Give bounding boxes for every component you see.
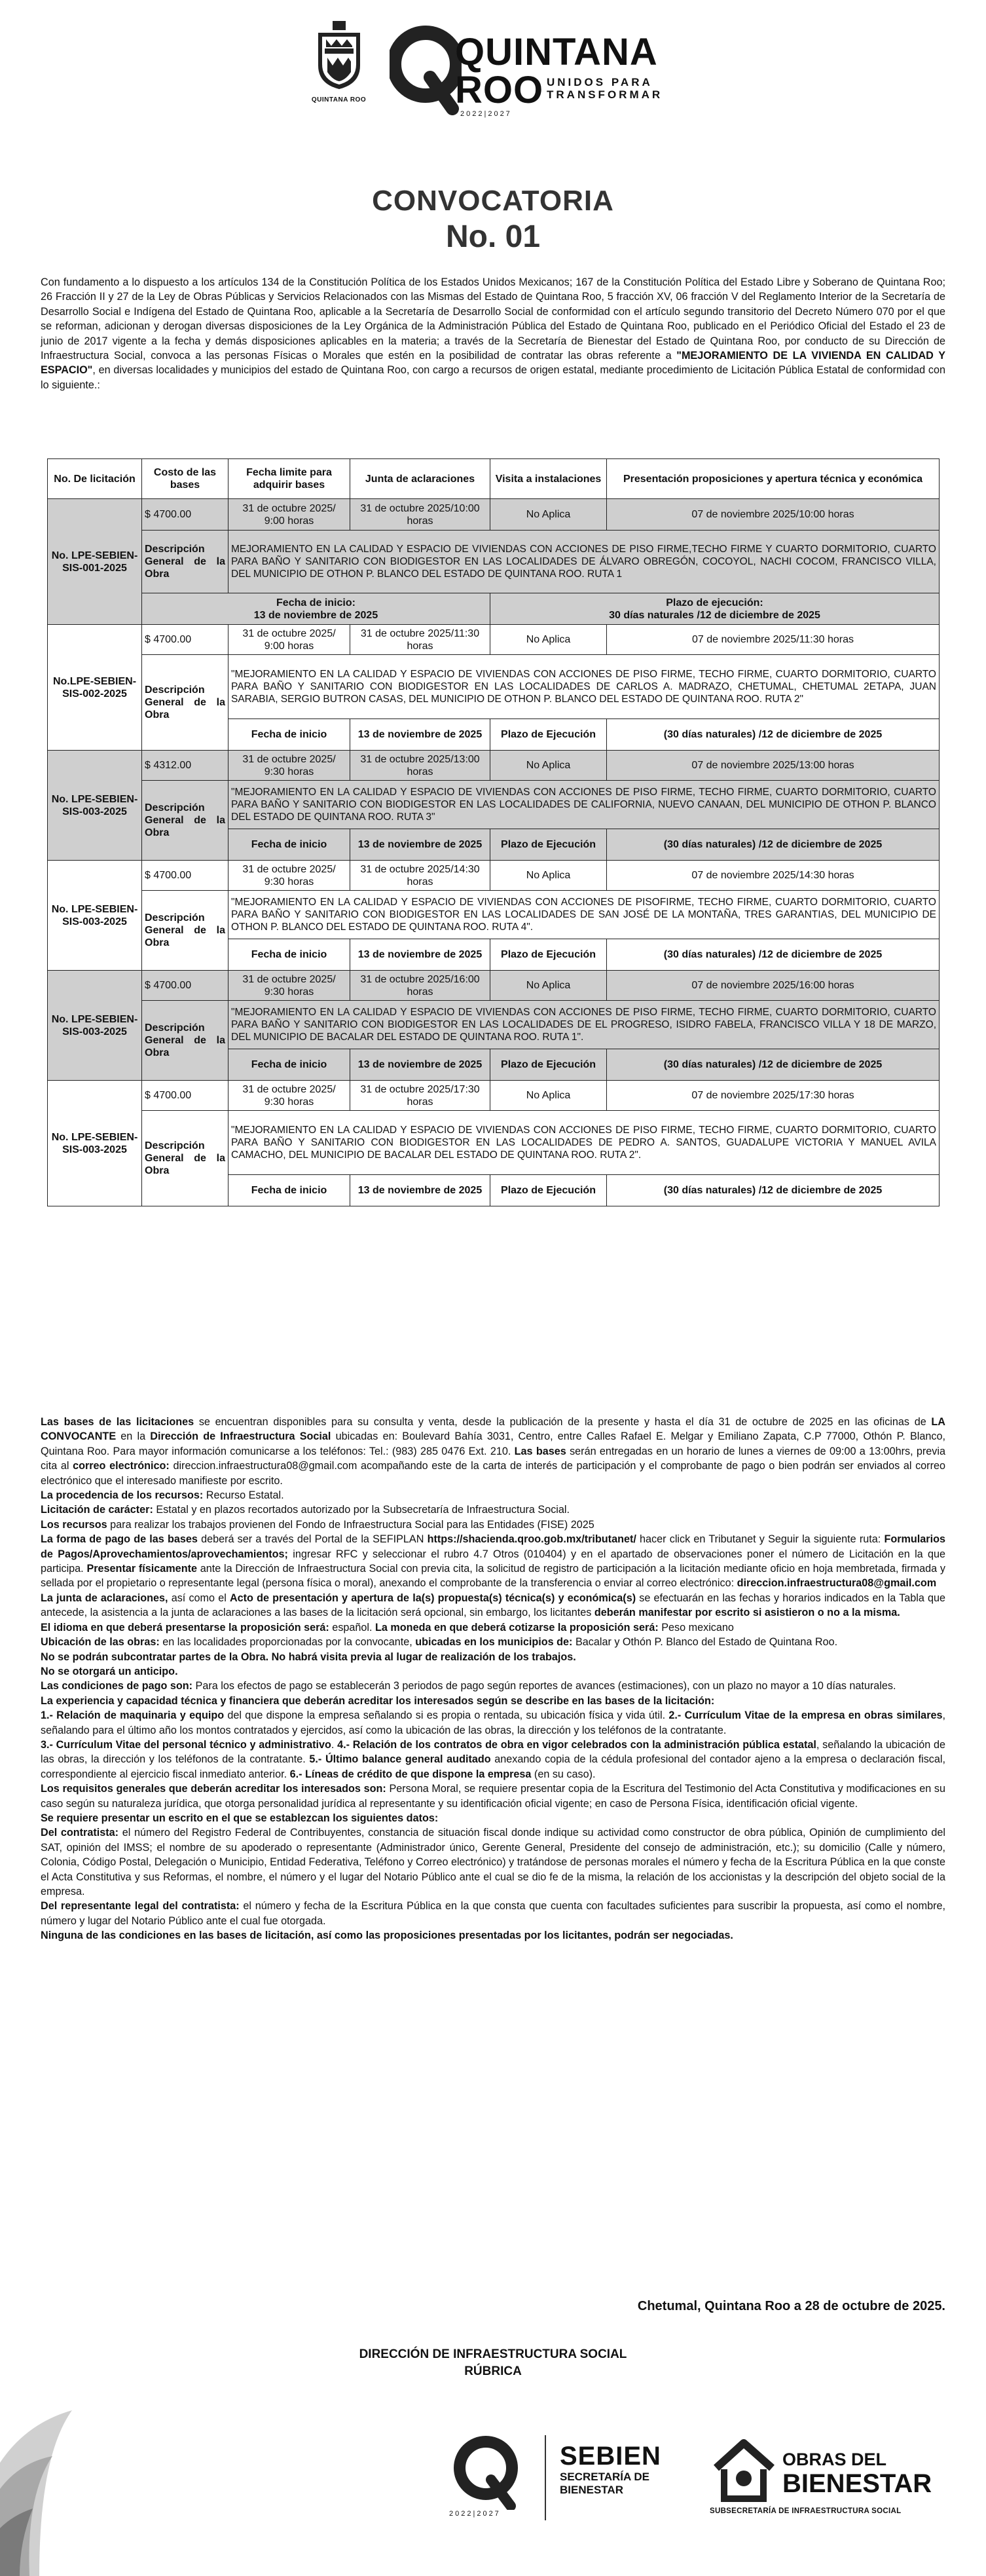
descripcion-label: Descripción General de la Obra	[142, 531, 228, 593]
th-costo: Costo de las bases	[142, 459, 228, 499]
apertura-cell: 07 de noviembre 2025/11:30 horas	[607, 625, 940, 655]
inicio-date: 13 de noviembre de 2025	[350, 829, 490, 861]
page-subtitle: No. 01	[445, 219, 541, 254]
signature-rubrica: RÚBRICA	[464, 2364, 522, 2378]
brand-tagline: UNIDOS PARA TRANSFORMAR	[547, 76, 663, 101]
plazo-date: (30 días naturales) /12 de diciembre de 2025	[607, 1175, 940, 1206]
table-row	[48, 971, 940, 1001]
plazo-label: Plazo de Ejecución	[490, 829, 607, 861]
signature-office: DIRECCIÓN DE INFRAESTRUCTURA SOCIAL	[359, 2347, 627, 2361]
idioma-paragraph: El idioma en que deberá presentarse la proposición será: español. La moneda en que deberá cotizarse la proposición será: Peso mexicano	[41, 1621, 734, 1633]
inicio-cell: Fecha de inicio: 13 de noviembre de 2025	[142, 593, 490, 625]
descripcion-text: "MEJORAMIENTO EN LA CALIDAD Y ESPACIO DE VIVIENDAS CON ACCIONES DE PISO FIRME, TECHO FIRME, CUARTO DORMITORIO, CUARTO PARA BAÑO Y SANITARIO CON BIODIGESTOR EN LAS LOCALIDADES DE PEDRO A. SANTOS, GUADALUPE VICTORIA Y MANUEL AVILA CAMACHO, DEL MUNICIPIO DE BACALAR DEL ESTADO DE QUINTANA ROO. RUTA 2".	[228, 1111, 940, 1175]
descripcion-label: Descripción General de la Obra	[142, 1111, 228, 1206]
tributanet-link[interactable]: https://shacienda.qroo.gob.mx/tributanet/	[427, 1533, 636, 1546]
plazo-label: Plazo de Ejecución	[490, 719, 607, 751]
contratista-paragraph: Del contratista: el número del Registro Federal de Contribuyentes, constancia de situación fiscal donde indique su actividad como constructor de obra pública, Opinión de cumplimiento del SAT, opinión del IMSS; el nombre de su apoderado o representante (Administrador único, Gerente General, Presidente del consejo de administración, etc.); su domicilio (Calle y número, Colonia, Código Postal, Delegación o Municipio, Entidad Federativa, Teléfono y Correo electrónico) y tratándose de personas morales el número y fecha de la Escritura Pública en la que conste el Acta Constitutiva y sus Reformas, el nombre, el número y el lugar del Notario Público ante el cual se dio fe de la misma, la relación de los accionistas y la descripción del objeto social de la empresa.	[41, 1827, 945, 1897]
descripcion-label: Descripción General de la Obra	[142, 891, 228, 971]
plazo-label: Plazo de Ejecución	[490, 1175, 607, 1206]
fecha-limite-cell: 31 de octubre 2025/ 9:30 horas	[228, 751, 350, 781]
experiencia-items-2: 3.- Currículum Vitae del personal técnico y administrativo. 4.- Relación de los contratos de obra en vigor celebrados con la administración pública estatal, señalando la ubicación de las obras, la dirección y los teléfonos de la contratante. 5.- Último balance general auditado anexando copia de la cédula profesional del contador ajeno a la empresa o declaración fiscal, correspondiente al ejercicio fiscal inmediato anterior. 6.- Líneas de crédito de que dispone la empresa (en su caso).	[41, 1738, 946, 1780]
table-row	[48, 1111, 940, 1175]
costo-cell: $ 4700.00	[142, 1081, 228, 1111]
ubicacion-paragraph: Ubicación de las obras: en las localidades proporcionadas por la convocante, ubicadas en los municipios de: Bacalar y Othón P. Blanco del Estado de Quintana Roo.	[41, 1636, 838, 1649]
junta-cell: 31 de octubre 2025/16:00 horas	[350, 971, 490, 1001]
descripcion-label: Descripción General de la Obra	[142, 781, 228, 861]
inicio-date: 13 de noviembre de 2025	[350, 719, 490, 751]
visita-cell: No Aplica	[490, 751, 607, 781]
th-visita: Visita a instalaciones	[490, 459, 607, 499]
fondo-paragraph: Los recursos para realizar los trabajos provienen del Fondo de Infraestructura Social para las Entidades (FISE) 2025	[41, 1518, 594, 1531]
table-row	[48, 751, 940, 781]
costo-cell: $ 4700.00	[142, 971, 228, 1001]
subcontrato-paragraph: No se podrán subcontratar partes de la Obra. No habrá visita previa al lugar de realización de los trabajos.	[41, 1651, 576, 1663]
descripcion-text: MEJORAMIENTO EN LA CALIDAD Y ESPACIO DE VIVIENDAS CON ACCIONES DE PISO FIRME,TECHO FIRME Y CUARTO DORMITORIO, CUARTO PARA BAÑO Y SANITARIO CON BIODIGESTOR EN LAS LOCALIDADES DE ÁLVARO OBREGÓN, COCOYOL, NACHI COCOM, FRANCISCO VILLA, DEL MUNICIPIO DE OTHON P. BLANCO DEL ESTADO DE QUINTANA ROO. RUTA 1	[228, 531, 940, 593]
quintana-roo-brand-logo	[390, 20, 691, 118]
brand-years: 2022|2027	[460, 110, 512, 118]
licitacion-number: No. LPE-SEBIEN-SIS-003-2025	[48, 1081, 142, 1206]
descripcion-text: "MEJORAMIENTO EN LA CALIDAD Y ESPACIO DE VIVIENDAS CON ACCIONES DE PISO FIRME, TECHO FIRME, CUARTO DORMITORIO, CUARTO PARA BAÑO Y SANITARIO CON BIODIGESTOR EN LAS LOCALIDADES DE EL PROGRESO, ISIDRO FABELA, FRANCISCO VILLA Y 18 DE MARZO, DEL MUNICIPIO DE BACALAR DEL ESTADO DE QUINTANA ROO. RUTA 1".	[228, 1001, 940, 1049]
table-row	[48, 625, 940, 655]
table-header-row	[48, 459, 940, 499]
negociacion-paragraph: Ninguna de las condiciones en las bases de licitación, así como las proposiciones presentadas por los licitantes, podrán ser negociadas.	[41, 1930, 733, 1942]
bases-paragraph: Las bases de las licitaciones se encuentran disponibles para su consulta y venta, desde la publicación de la presente y hasta el día 31 de octubre de 2025 en las oficinas de LA CONVOCANTE en la Dirección de Infraestructura Social ubicadas en: Boulevard Bahía 3031, Centro, entre Calles Rafael E. Melgar y Emiliano Zapata, C.P 77000, Othón P. Blanco, Quintana Roo. Para mayor información comunicarse a los teléfonos: Tel.: (983) 285 0476 Ext. 210. Las bases serán entregadas en un horario de lunes a viernes de 09:00 a 13:00hrs, previa cita al correo electrónico: direccion.infraestructura08@gmail.com acompañando este de la carta de interés de participación y el comprobante de pago o bien podrán ser enviados al correo electrónico que el interesado manifieste por escrito.	[41, 1416, 945, 1487]
escudo-caption: QUINTANA ROO	[311, 96, 367, 103]
representante-paragraph: Del representante legal del contratista: el número y fecha de la Escritura Pública en la que consta que cuenta con facultades suficientes para suscribir la propuesta, así como el nombre, número y lugar del Notario Público ante el cual fue otorgada.	[41, 1900, 945, 1927]
plazo-label: Plazo de Ejecución	[490, 1049, 607, 1081]
footer-q-icon	[445, 2431, 530, 2510]
apertura-cell: 07 de noviembre 2025/17:30 horas	[607, 1081, 940, 1111]
caracter-paragraph: Licitación de carácter: Estatal y en plazos recortados autorizado por la Subsecretaría de Infraestructura Social.	[41, 1504, 570, 1516]
brand-q-icon	[390, 20, 462, 118]
plazo-date: (30 días naturales) /12 de diciembre de 2025	[607, 939, 940, 971]
visita-cell: No Aplica	[490, 971, 607, 1001]
table-row	[48, 1001, 940, 1049]
experiencia-items-1: 1.- Relación de maquinaria y equipo del que dispone la empresa señalando si es propia o rentada, su ubicación física y vida útil. 2.- Currículum Vitae de la empresa en obras similares, señalando para el último año los montos contratados y ejercidos, así como la ubicación de las obras, la dirección y los teléfonos de la contratante.	[41, 1709, 945, 1736]
plazo-date: (30 días naturales) /12 de diciembre de 2025	[607, 719, 940, 751]
sebien-logo: SEBIEN SECRETARÍA DE BIENESTAR	[560, 2442, 661, 2496]
apertura-cell: 07 de noviembre 2025/16:00 horas	[607, 971, 940, 1001]
obras-del-bienestar-logo: OBRAS DEL BIENESTAR SUBSECRETARÍA DE INFRAESTRUCTURA SOCIAL	[707, 2434, 949, 2526]
licitacion-number: No. LPE-SEBIEN-SIS-003-2025	[48, 861, 142, 971]
th-fecha-limite: Fecha limite para adquirir bases	[228, 459, 350, 499]
inicio-date: 13 de noviembre de 2025	[350, 1175, 490, 1206]
apertura-cell: 07 de noviembre 2025/14:30 horas	[607, 861, 940, 891]
descripcion-text: "MEJORAMIENTO EN LA CALIDAD Y ESPACIO DE VIVIENDAS CON ACCIONES DE PISO FIRME, TECHO FIRME, CUARTO DORMITORIO, CUARTO PARA BAÑO Y SANITARIO CON BIODIGESTOR EN LAS LOCALIDADES DE CARLOS A. MADRAZO, CHETUMAL, CHETUMAL 2ETAPA, JUAN SARABIA, SERGIO BUTRON CASAS, DEL MUNICIPIO DE OTHON P. BLANCO DEL ESTADO DE QUINTANA ROO. RUTA 2"	[228, 655, 940, 719]
fecha-limite-cell: 31 de octubre 2025/ 9:30 horas	[228, 861, 350, 891]
experiencia-heading: La experiencia y capacidad técnica y financiera que deberán acreditar los interesados según se describe en las bases de la licitación:	[41, 1694, 715, 1707]
footer-divider	[545, 2435, 546, 2520]
licitacion-number: No.LPE-SEBIEN-SIS-002-2025	[48, 625, 142, 751]
bases-text	[41, 1415, 945, 1943]
brand-word-roo: ROO	[455, 69, 544, 111]
visita-cell: No Aplica	[490, 625, 607, 655]
quintana-roo-coat-of-arms	[308, 20, 370, 111]
pago-bases-paragraph: La forma de pago de las bases deberá ser a través del Portal de la SEFIPLAN https://shacienda.qroo.gob.mx/tributanet/ hacer click en Tributanet y Seguir la siguiente ruta: Formularios de Pagos/Aprovechamientos/aprovechamientos; ingresar RFC y seleccionar el rubro 4.7 Otros (010404) y en el apartado de observaciones poner el número de Licitación en la que participa. Presentar físicamente ante la Dirección de Infraestructura Social con previa cita, la solicitud de registro de participación a la licitación mediante oficio en hoja membretada, firmada y sellada por el propietario o representante legal (persona física o moral), anexando el comprobante de la transferencia o enviar al correo electrónico: direccion.infraestructura08@gmail.com	[41, 1533, 946, 1590]
inicio-label: Fecha de inicio	[228, 719, 350, 751]
requisitos-paragraph: Los requisitos generales que deberán acreditar los interesados son: Persona Moral, se requiere presentar copia de la Escritura del Testimonio del Acta Constitutiva y modificaciones en su caso según su naturaleza jurídica, que otorga personalidad jurídica al representante y su identificación oficial vigente; en caso de Persona Física, identificación oficial vigente.	[41, 1783, 945, 1810]
junta-cell: 31 de octubre 2025/17:30 horas	[350, 1081, 490, 1111]
escrito-heading: Se requiere presentar un escrito en el que se establezcan los siguientes datos:	[41, 1812, 439, 1824]
descripcion-label: Descripción General de la Obra	[142, 1001, 228, 1081]
header	[0, 13, 986, 124]
licitacion-number: No. LPE-SEBIEN-SIS-003-2025	[48, 751, 142, 861]
descripcion-text: "MEJORAMIENTO EN LA CALIDAD Y ESPACIO DE VIVIENDAS CON ACCIONES DE PISOFIRME, TECHO FIRME, CUARTO DORMITORIO, CUARTO PARA BAÑO Y SANITARIO CON BIODIGESTOR EN LAS LOCALIDADES DE SAN JOSÉ DE LA MONTAÑA, TRES GARANTIAS, DEL MUNICIPIO DE OTHON P. BLANCO DEL ESTADO DE QUINTANA ROO. RUTA 4".	[228, 891, 940, 939]
costo-cell: $ 4700.00	[142, 861, 228, 891]
date-line: Chetumal, Quintana Roo a 28 de octubre de 2025.	[637, 2299, 945, 2313]
plazo-date: (30 días naturales) /12 de diciembre de 2025	[607, 1049, 940, 1081]
inicio-date: 13 de noviembre de 2025	[350, 1049, 490, 1081]
plazo-cell: Plazo de ejecución: 30 días naturales /12 de diciembre de 2025	[490, 593, 940, 625]
junta-cell: 31 de octubre 2025/13:00 horas	[350, 751, 490, 781]
junta-cell: 31 de octubre 2025/11:30 horas	[350, 625, 490, 655]
table-row	[48, 891, 940, 939]
licitaciones-table	[47, 458, 940, 1206]
page-title: CONVOCATORIA	[372, 185, 614, 217]
apertura-cell: 07 de noviembre 2025/13:00 horas	[607, 751, 940, 781]
table-row	[48, 499, 940, 531]
condiciones-pago-paragraph: Las condiciones de pago son: Para los efectos de pago se establecerán 3 periodos de pago según reportes de avances (estimaciones), con un plazo no mayor a 10 días naturales.	[41, 1680, 896, 1692]
table-row	[48, 861, 940, 891]
intro-paragraph: Con fundamento a lo dispuesto a los artículos 134 de la Constitución Política de los Estados Unidos Mexicanos; 167 de la Constitución Política del Estado Libre y Soberano de Quintana Roo; 26 Fracción II y 27 de la Ley de Obras Públicas y Servicios Relacionados con las Mismas del Estado de Quintana Roo, 5 fracción XV, 06 fracción V del Reglamento Interior de la Secretaría de Desarrollo Social e Indígena del Estado de Quintana Roo, aplicable a la Secretaría de Desarrollo Social de conformidad con el artículo segundo transitorio del Decreto Número 070 por el que se reforman, adicionan y derogan diversas disposiciones de la Ley Orgánica de la Administración Pública del Estado de Quintana Roo, publicado en el Periódico Oficial del Estado el 23 de junio de 2017 vigente a la fecha y demás disposiciones aplicables en la materia; a través de la Secretaría de Bienestar del Estado de Quintana Roo, por conducto de su Dirección de Infraestructura Social, convoca a las personas Físicas o Morales que estén en la posibilidad de contratar las obras referente a "MEJORAMIENTO DE LA VIVIENDA EN CALIDAD Y ESPACIO", en diversas localidades y municipios del estado de Quintana Roo, con cargo a recursos de origen estatal, mediante procedimiento de Licitación Pública Estatal de conformidad con lo siguiente.:	[41, 276, 945, 391]
visita-cell: No Aplica	[490, 1081, 607, 1111]
fecha-limite-cell: 31 de octubre 2025/ 9:00 horas	[228, 499, 350, 531]
coat-of-arms-icon	[313, 20, 365, 92]
junta-cell: 31 de octubre 2025/10:00 horas	[350, 499, 490, 531]
inicio-date: 13 de noviembre de 2025	[350, 939, 490, 971]
table-row	[48, 781, 940, 829]
table-row	[48, 531, 940, 593]
th-licitacion: No. De licitación	[48, 459, 142, 499]
table-row	[48, 1081, 940, 1111]
costo-cell: $ 4312.00	[142, 751, 228, 781]
anticipo-paragraph: No se otorgará un anticipo.	[41, 1665, 178, 1677]
inicio-label: Fecha de inicio	[228, 1175, 350, 1206]
email-link[interactable]: direccion.infraestructura08@gmail.com	[737, 1577, 937, 1590]
licitacion-number: No. LPE-SEBIEN-SIS-003-2025	[48, 971, 142, 1081]
plazo-label: Plazo de Ejecución	[490, 939, 607, 971]
visita-cell: No Aplica	[490, 499, 607, 531]
licitacion-number: No. LPE-SEBIEN-SIS-001-2025	[48, 499, 142, 625]
brand-word-quintana: QUINTANA	[455, 31, 658, 73]
descripcion-label: Descripción General de la Obra	[142, 655, 228, 751]
descripcion-text: "MEJORAMIENTO EN LA CALIDAD Y ESPACIO DE VIVIENDAS CON ACCIONES DE PISO FIRME, TECHO FIRME, CUARTO DORMITORIO, CUARTO PARA BAÑO Y SANITARIO CON BIODIGESTOR EN LAS LOCALIDADES DE CALIFORNIA, NUEVO CANAAN, DEL MUNICIPIO DE OTHON P. BLANCO DEL ESTADO DE QUINTANA ROO. RUTA 3"	[228, 781, 940, 829]
inicio-label: Fecha de inicio	[228, 939, 350, 971]
junta-paragraph: La junta de aclaraciones, así como el Acto de presentación y apertura de la(s) propuesta(s) técnica(s) y económica(s) se efectuarán en las fechas y horarios indicados en la Tabla que antecede, la asistencia a la junta de aclaraciones a las bases de la licitación será opcional, sin embargo, los licitantes deberán manifestar por escrito si asistieron o no a la misma.	[41, 1592, 945, 1619]
table-row	[48, 593, 940, 625]
visita-cell: No Aplica	[490, 861, 607, 891]
fecha-limite-cell: 31 de octubre 2025/ 9:30 horas	[228, 971, 350, 1001]
apertura-cell: 07 de noviembre 2025/10:00 horas	[607, 499, 940, 531]
house-icon	[710, 2436, 778, 2505]
inicio-label: Fecha de inicio	[228, 829, 350, 861]
table-row	[48, 655, 940, 719]
plazo-date: (30 días naturales) /12 de diciembre de 2025	[607, 829, 940, 861]
junta-cell: 31 de octubre 2025/14:30 horas	[350, 861, 490, 891]
footer-years: 2022|2027	[449, 2510, 501, 2518]
costo-cell: $ 4700.00	[142, 499, 228, 531]
recursos-paragraph: La procedencia de los recursos: Recurso Estatal.	[41, 1489, 284, 1502]
fecha-limite-cell: 31 de octubre 2025/ 9:30 horas	[228, 1081, 350, 1111]
fecha-limite-cell: 31 de octubre 2025/ 9:00 horas	[228, 625, 350, 655]
footer-q-logo	[445, 2431, 530, 2523]
inicio-label: Fecha de inicio	[228, 1049, 350, 1081]
th-apertura: Presentación proposiciones y apertura técnica y económica	[607, 459, 940, 499]
th-junta: Junta de aclaraciones	[350, 459, 490, 499]
costo-cell: $ 4700.00	[142, 625, 228, 655]
